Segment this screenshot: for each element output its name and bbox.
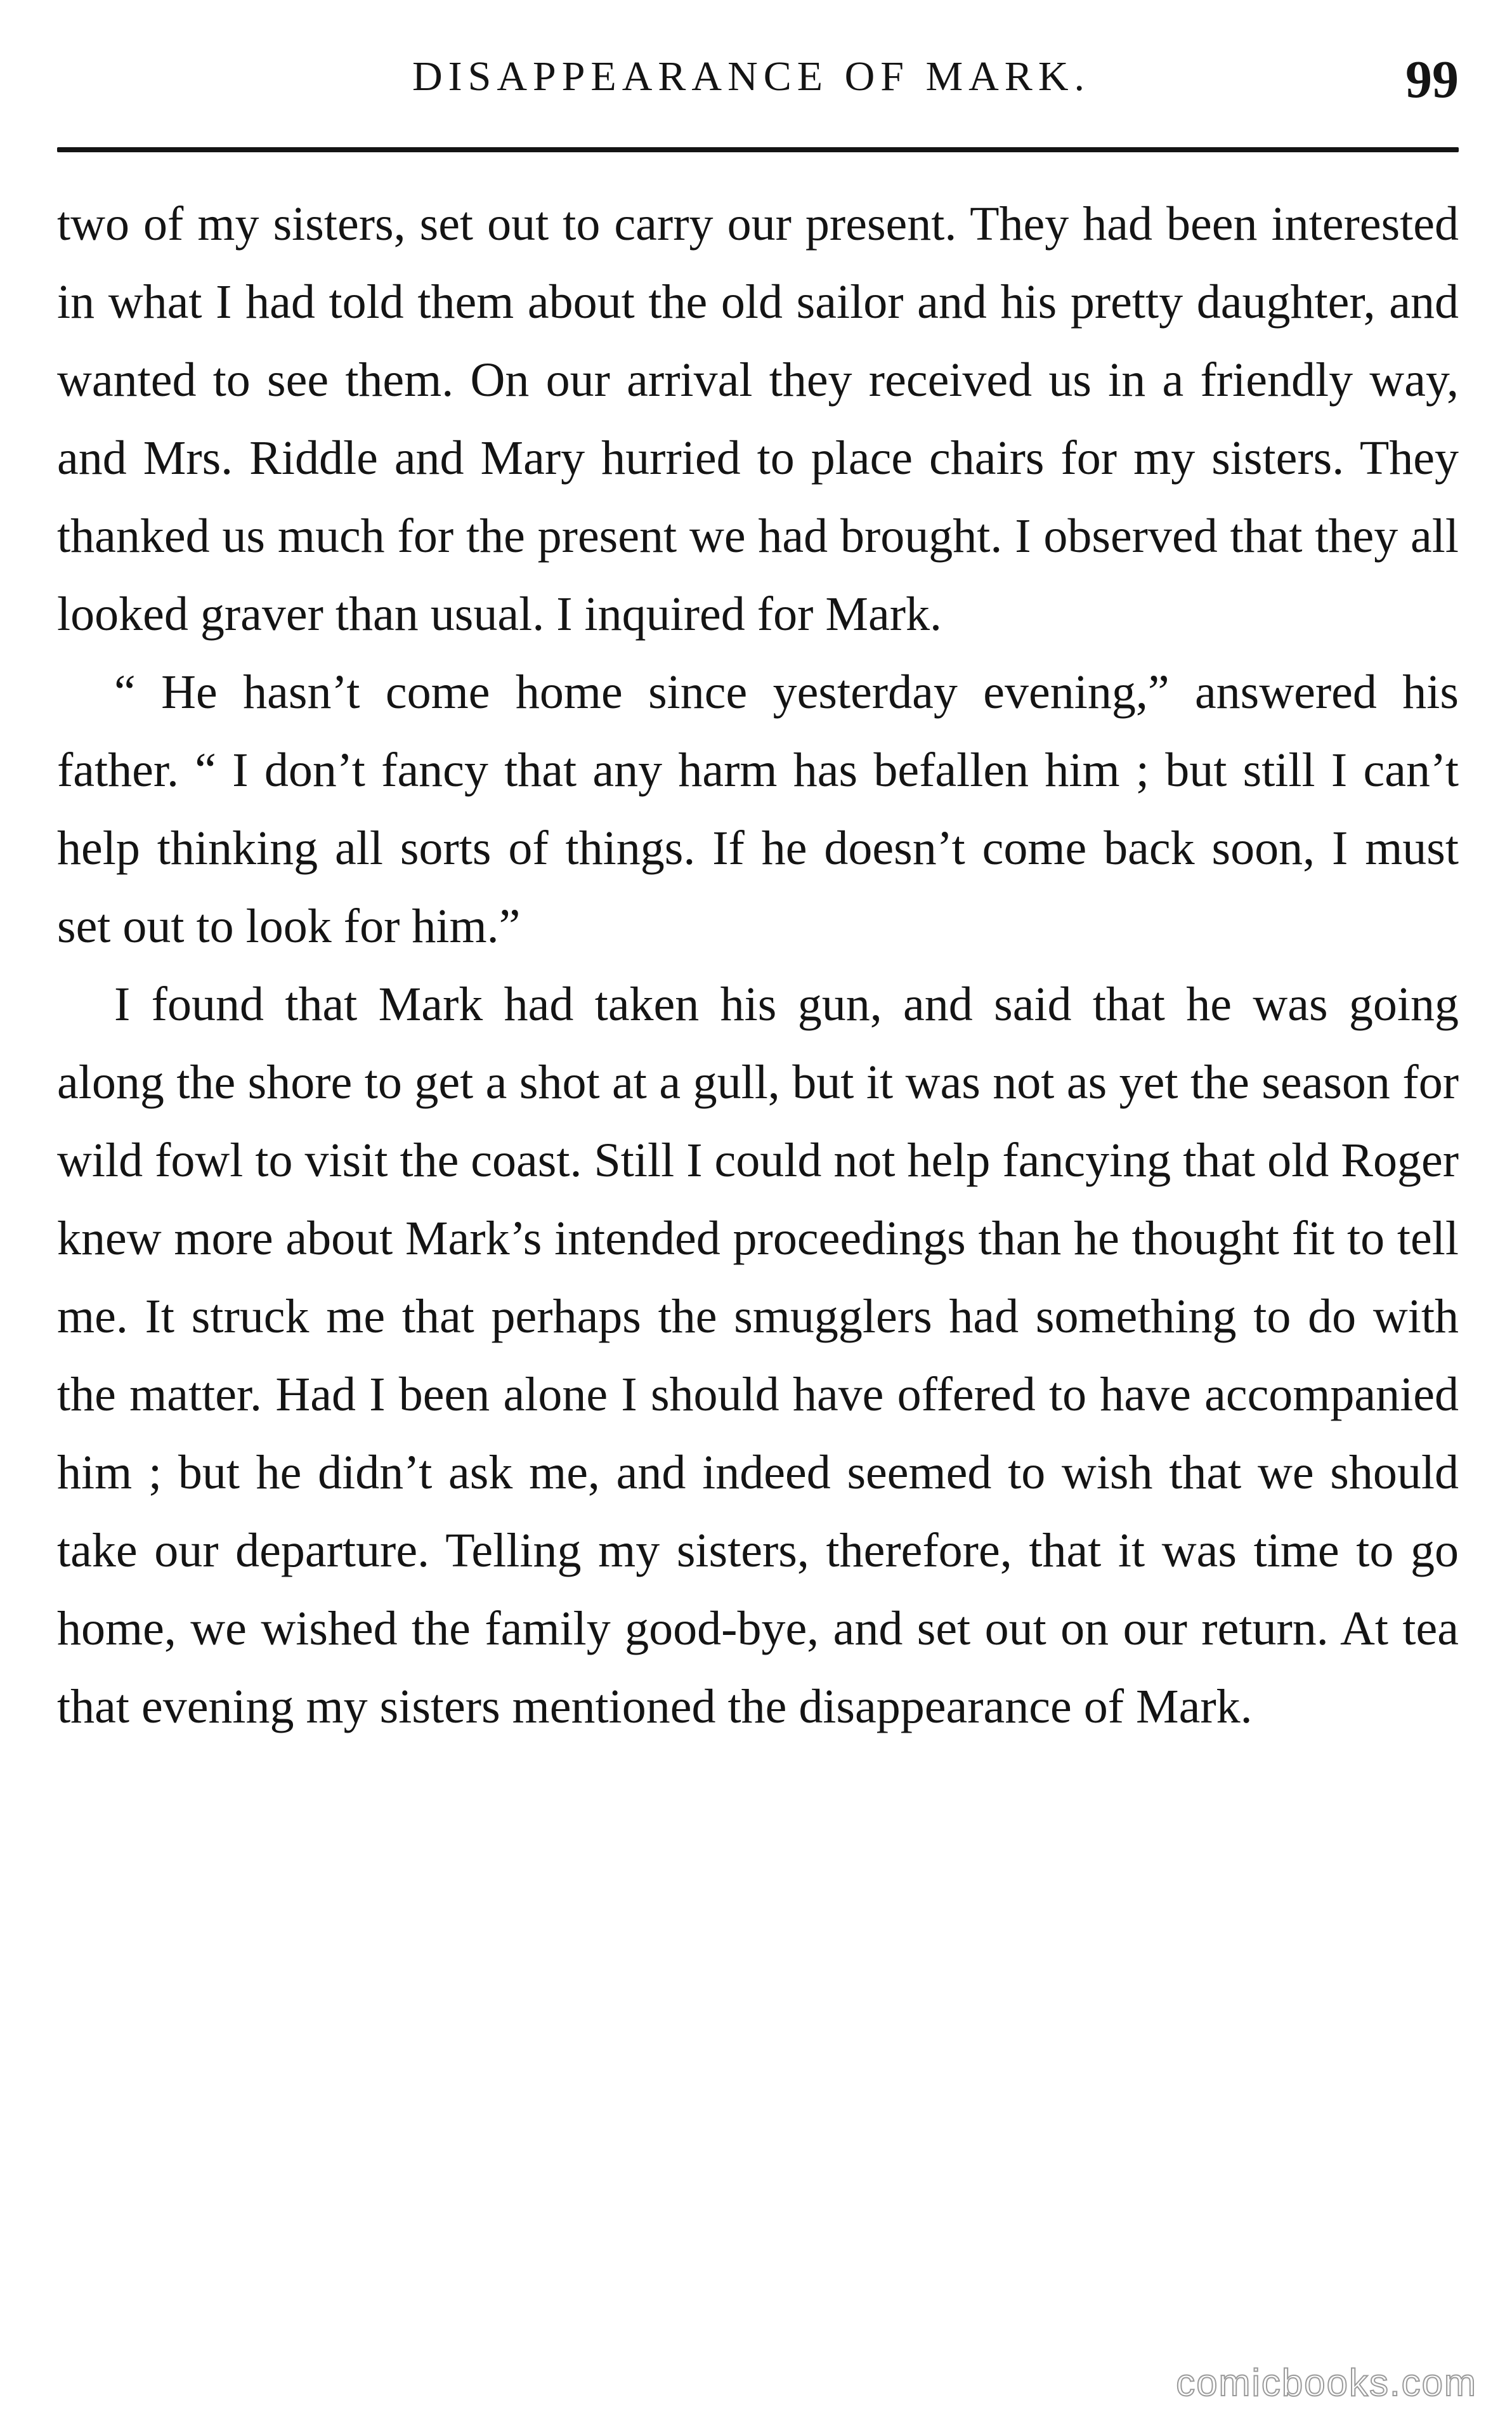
body-text [57, 185, 1459, 1746]
running-title: DISAPPEARANCE OF MARK. [412, 53, 1090, 100]
watermark: comicbooks.com [1176, 2361, 1477, 2404]
paragraph-2: “ He hasn’t come home since yesterday evening,” answered his father. “ I don’t fancy that any harm has befallen him ; but still I can’t help thinking all sorts of things. If he doesn’t come back soon, I must set out to look for him.” [57, 666, 1459, 953]
header-rule [57, 147, 1459, 152]
paragraph-3: I found that Mark had taken his gun, and said that he was going along the shore to get a shot at a gull, but it was not as yet the season for wild fowl to visit the coast. Still I could not help fancying that old Roger knew more about Mark’s intended proceedings than he thought fit to tell me. It struck me that perhaps the smugglers had something to do with the matter. Had I been alone I should have offered to have accompanied him ; but he didn’t ask me, and indeed seemed to wish that we should take our departure. Telling my sisters, therefore, that it was time to go home, we wished the family good-bye, and set out on our return. At tea that evening my sisters mentioned the disappearance of Mark. [57, 978, 1459, 1733]
page-number: 99 [1405, 50, 1459, 109]
page-header [57, 49, 1459, 119]
paragraph-1: two of my sisters, set out to carry our present. They had been interested in what I had told them about the old sailor and his pretty daughter, and wanted to see them. On our arrival they received us in a friendly way, and Mrs. Riddle and Mary hurried to place chairs for my sisters. They thanked us much for the present we had brought. I observed that they all looked graver than usual. I inquired for Mark. [57, 197, 1459, 641]
